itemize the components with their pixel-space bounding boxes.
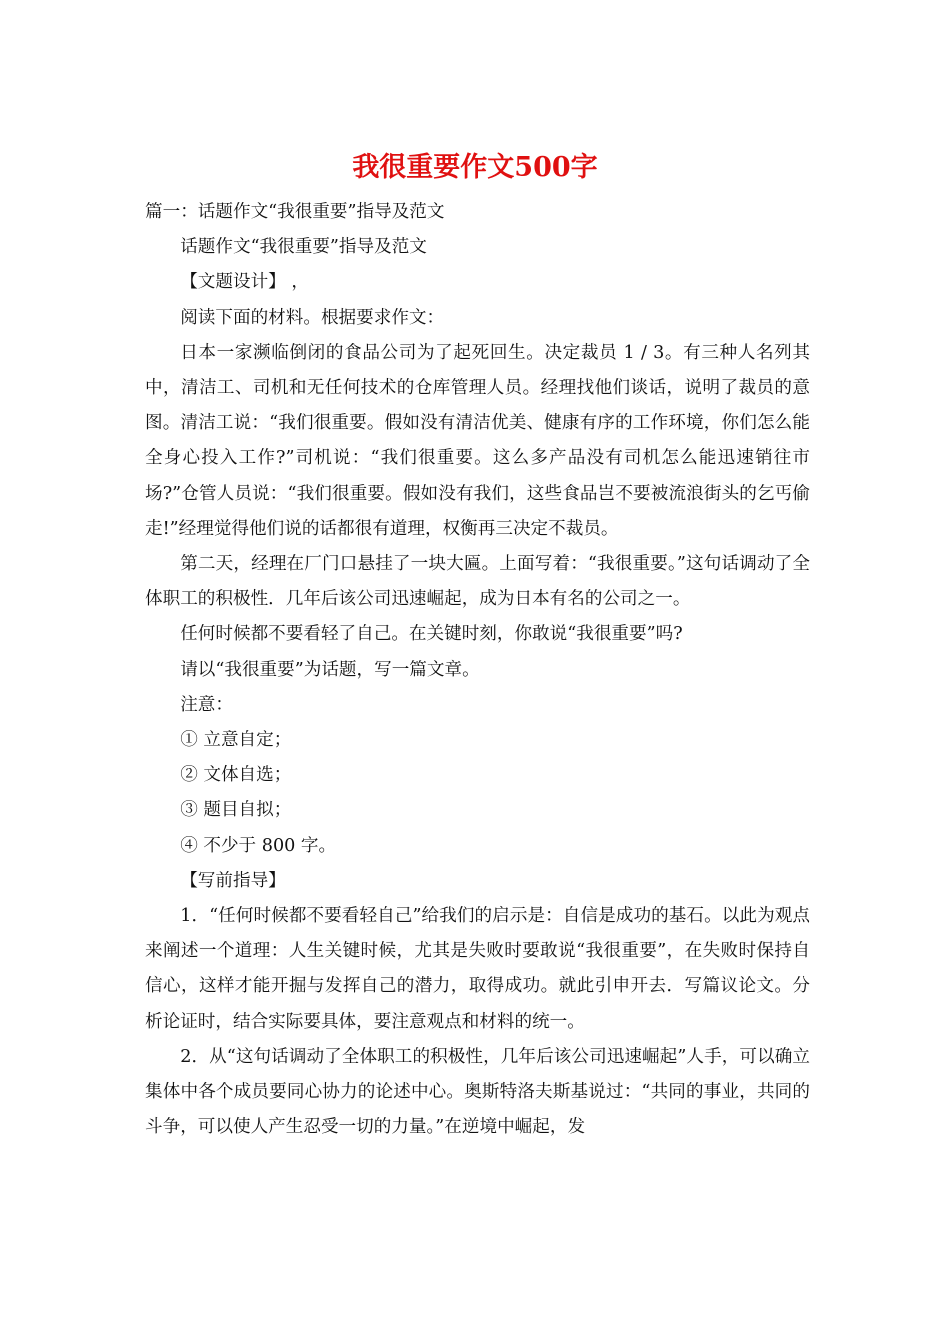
notice-item-3: ③ 题目自拟； bbox=[180, 800, 292, 821]
section-label-guidance: 【写前指导】 bbox=[180, 870, 286, 891]
notice-item-1: ① 立意自定； bbox=[180, 730, 292, 751]
notice-label: 注意： bbox=[180, 694, 233, 715]
document-title: 我很重要作文500字 bbox=[352, 152, 598, 183]
material-paragraph-2: 第二天，经理在厂门口悬挂了一块大匾。上面写着：“我很重要。”这句话调动了全体职工的积极性．几年后该公司迅速崛起，成为日本有名的公司之一。 bbox=[145, 554, 810, 610]
notice-item-2: ② 文体自选； bbox=[180, 765, 292, 786]
guidance-paragraph-2: 2．从“这句话调动了全体职工的积极性，几年后该公司迅速崛起”人手，可以确立集体中各个成员要同心协力的论述中心。奥斯特洛夫斯基说过：“共同的事业，共同的斗争，可以使人产生忍受一切的力量。”在逆境中崛起，发 bbox=[145, 1046, 810, 1138]
prompt-paragraph: 请以“我很重要”为话题，写一篇文章。 bbox=[180, 659, 480, 680]
notice-item-4: ④ 不少于 800 字。 bbox=[180, 835, 337, 856]
material-paragraph-1: 日本一家濒临倒闭的食品公司为了起死回生。决定裁员 1 / 3。有三种人名列其中，清洁工、司机和无任何技术的仓库管理人员。经理找他们谈话，说明了裁员的意图。清洁工说：“我们很重要。假如没有清洁优美、健康有序的工作环境，你们怎么能全身心投入工作?”司机说：“我们很重要。这么多产品没有司机怎么能迅速销往市场?”仓管人员说：“我们很重要。假如没有我们，这些食品岂不要被流浪街头的乞丐偷走!”经理觉得他们说的话都很有道理，权衡再三决定不裁员。 bbox=[145, 342, 810, 539]
instruction-paragraph: 阅读下面的材料。根据要求作文： bbox=[180, 307, 445, 328]
section-heading: 篇一：话题作文“我很重要”指导及范文 bbox=[145, 202, 445, 222]
document-body bbox=[145, 195, 810, 1145]
guidance-paragraph-1: 1．“任何时候都不要看轻自己”给我们的启示是：自信是成功的基石。以此为观点来阐述一个道理：人生关键时候，尤其是失败时要敢说“我很重要”，在失败时保持自信心，这样才能开掘与发挥自己的潜力，取得成功。就此引申开去．写篇议论文。分析论证时，结合实际要具体，要注意观点和材料的统一。 bbox=[145, 906, 810, 1032]
subheading: 话题作文“我很重要”指导及范文 bbox=[180, 237, 427, 258]
question-paragraph: 任何时候都不要看轻了自己。在关键时刻，你敢说“我很重要”吗? bbox=[180, 624, 683, 645]
section-label-topic-design: 【文题设计】 ， bbox=[180, 272, 309, 293]
